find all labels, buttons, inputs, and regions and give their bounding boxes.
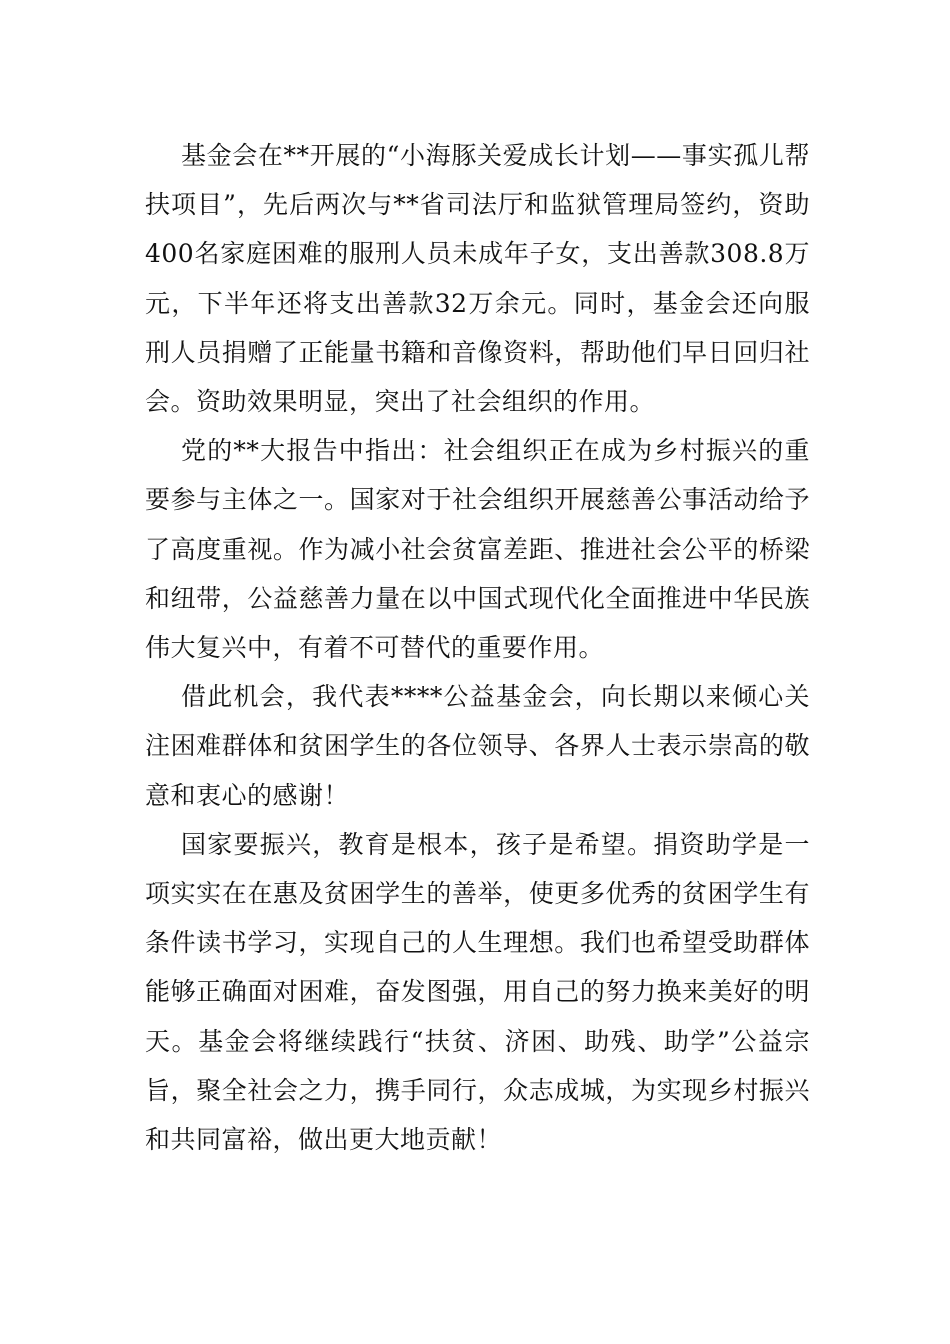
- document-body: [145, 131, 810, 1164]
- paragraph-education: 国家要振兴，教育是根本，孩子是希望。捐资助学是一项实实在在惠及贫困学生的善举，使更多优秀的贫困学生有条件读书学习，实现自己的人生理想。我们也希望受助群体能够正确面对困难，奋发图强，用自己的努力换来美好的明天。基金会将继续践行“扶贫、济困、助残、助学”公益宗旨，聚全社会之力，携手同行，众志成城，为实现乡村振兴和共同富裕，做出更大地贡献！: [145, 829, 810, 1155]
- paragraph-foundation-project: 基金会在**开展的“小海豚关爱成长计划——事实孤儿帮扶项目”，先后两次与**省司法厅和监狱管理局签约，资助400名家庭困难的服刑人员未成年子女，支出善款308.8万元，下半年还将支出善款32万余元。同时，基金会还向服刑人员捐赠了正能量书籍和音像资料，帮助他们早日回归社会。资助效果明显，突出了社会组织的作用。: [145, 141, 810, 417]
- paragraph-party-report: 党的**大报告中指出：社会组织正在成为乡村振兴的重要参与主体之一。国家对于社会组织开展慈善公事活动给予了高度重视。作为减小社会贫富差距、推进社会公平的桥梁和纽带，公益慈善力量在以中国式现代化全面推进中华民族伟大复兴中，有着不可替代的重要作用。: [145, 436, 810, 663]
- paragraph-thanks: 借此机会，我代表****公益基金会，向长期以来倾心关注困难群体和贫困学生的各位领导、各界人士表示崇高的敬意和衷心的感谢！: [145, 682, 810, 810]
